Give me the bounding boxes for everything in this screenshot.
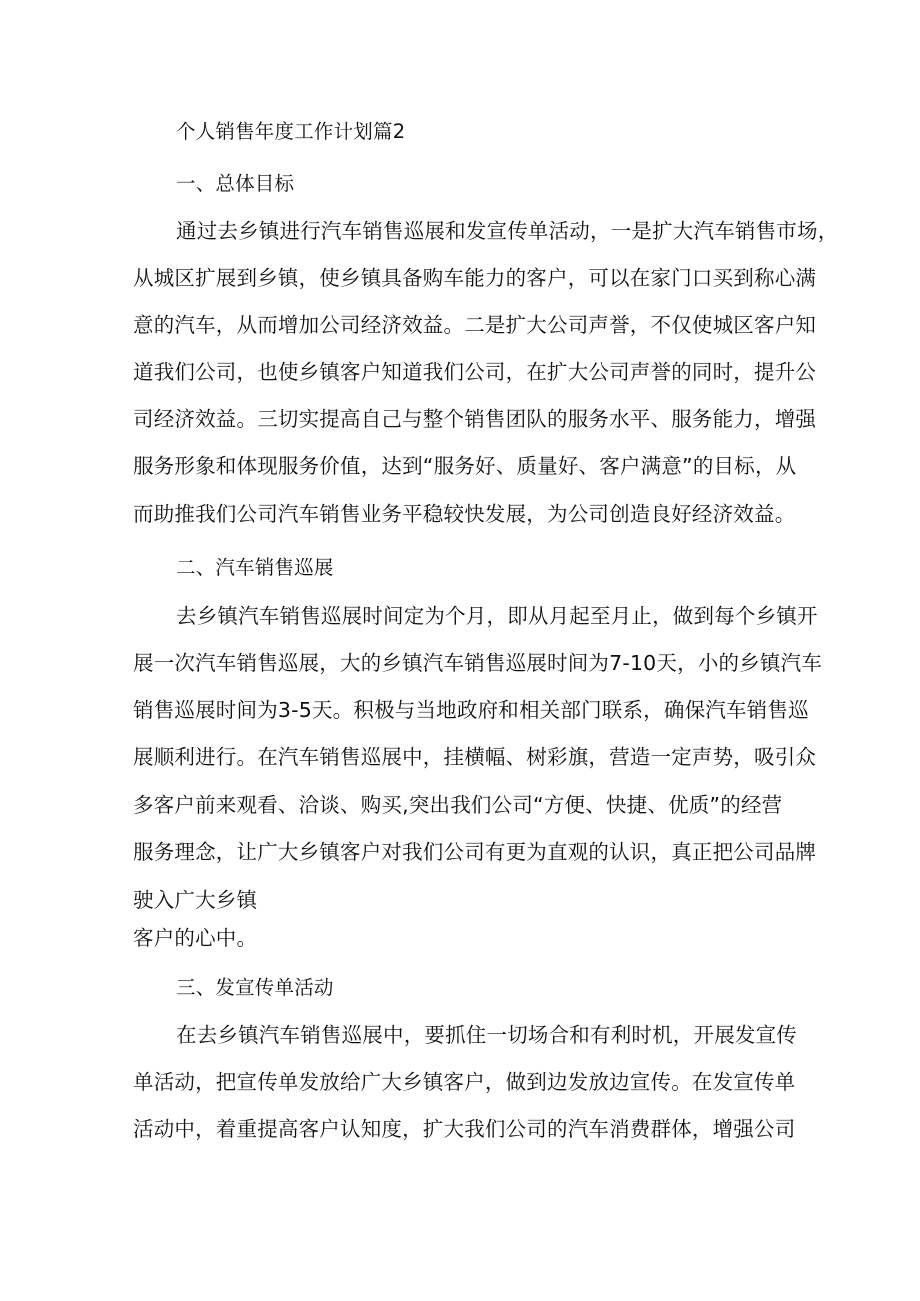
section-1-line: 通过去乡镇进行汽车销售巡展和发宣传单活动，一是扩大汽车销售市场， [176, 219, 839, 243]
section-1-line: 而助推我们公司汽车销售业务平稳较快发展，为公司创造良好经济效益。 [133, 502, 796, 526]
section-2-line: 多客户前来观看、洽谈、购买,突出我们公司“方便、快捷、优质”的经营 [133, 793, 783, 817]
section-2-heading: 二、汽车销售巡展 [176, 556, 334, 579]
section-2-line: 展一次汽车销售巡展，大的乡镇汽车销售巡展时间为7-10天，小的乡镇汽车 [133, 651, 823, 675]
section-2-line: 驶入广大乡镇 [133, 888, 258, 912]
section-3-line: 活动中，着重提高客户认知度，扩大我们公司的汽车消费群体，增强公司 [133, 1117, 796, 1141]
section-1-line: 服务形象和体现服务价值，达到“服务好、质量好、客户满意”的目标，从 [133, 454, 797, 478]
section-2-line: 销售巡展时间为3-5天。积极与当地政府和相关部门联系，确保汽车销售巡 [133, 698, 809, 722]
section-2-line: 去乡镇汽车销售巡展时间定为个月，即从月起至月止，做到每个乡镇开 [176, 604, 818, 628]
section-3-line: 在去乡镇汽车销售巡展中，要抓住一切场合和有利时机，开展发宣传 [176, 1023, 797, 1047]
section-2-line: 服务理念，让广大乡镇客户对我们公司有更为直观的认识，真正把公司品牌 [133, 840, 817, 864]
section-1-line: 道我们公司，也使乡镇客户知道我们公司，在扩大公司声誉的同时，提升公 [133, 360, 817, 384]
section-2-line: 客户的心中。 [133, 926, 258, 950]
section-3-heading: 三、发宣传单活动 [176, 976, 334, 999]
section-1-line: 从城区扩展到乡镇，使乡镇具备购车能力的客户，可以在家门口买到称心满 [133, 266, 817, 290]
section-2-line: 展顺利进行。在汽车销售巡展中，挂横幅、树彩旗，营造一定声势，吸引众 [133, 745, 817, 769]
section-1-line: 司经济效益。三切实提高自己与整个销售团队的服务水平、服务能力，增强 [133, 407, 817, 431]
section-3-line: 单活动，把宣传单发放给广大乡镇客户，做到边发放边宣传。在发宣传单 [133, 1070, 796, 1094]
section-1-line: 意的汽车，从而增加公司经济效益。二是扩大公司声誉，不仅使城区客户知 [133, 313, 817, 337]
document-title: 个人销售年度工作计划篇2 [176, 120, 406, 143]
section-1-heading: 一、总体目标 [176, 172, 295, 195]
